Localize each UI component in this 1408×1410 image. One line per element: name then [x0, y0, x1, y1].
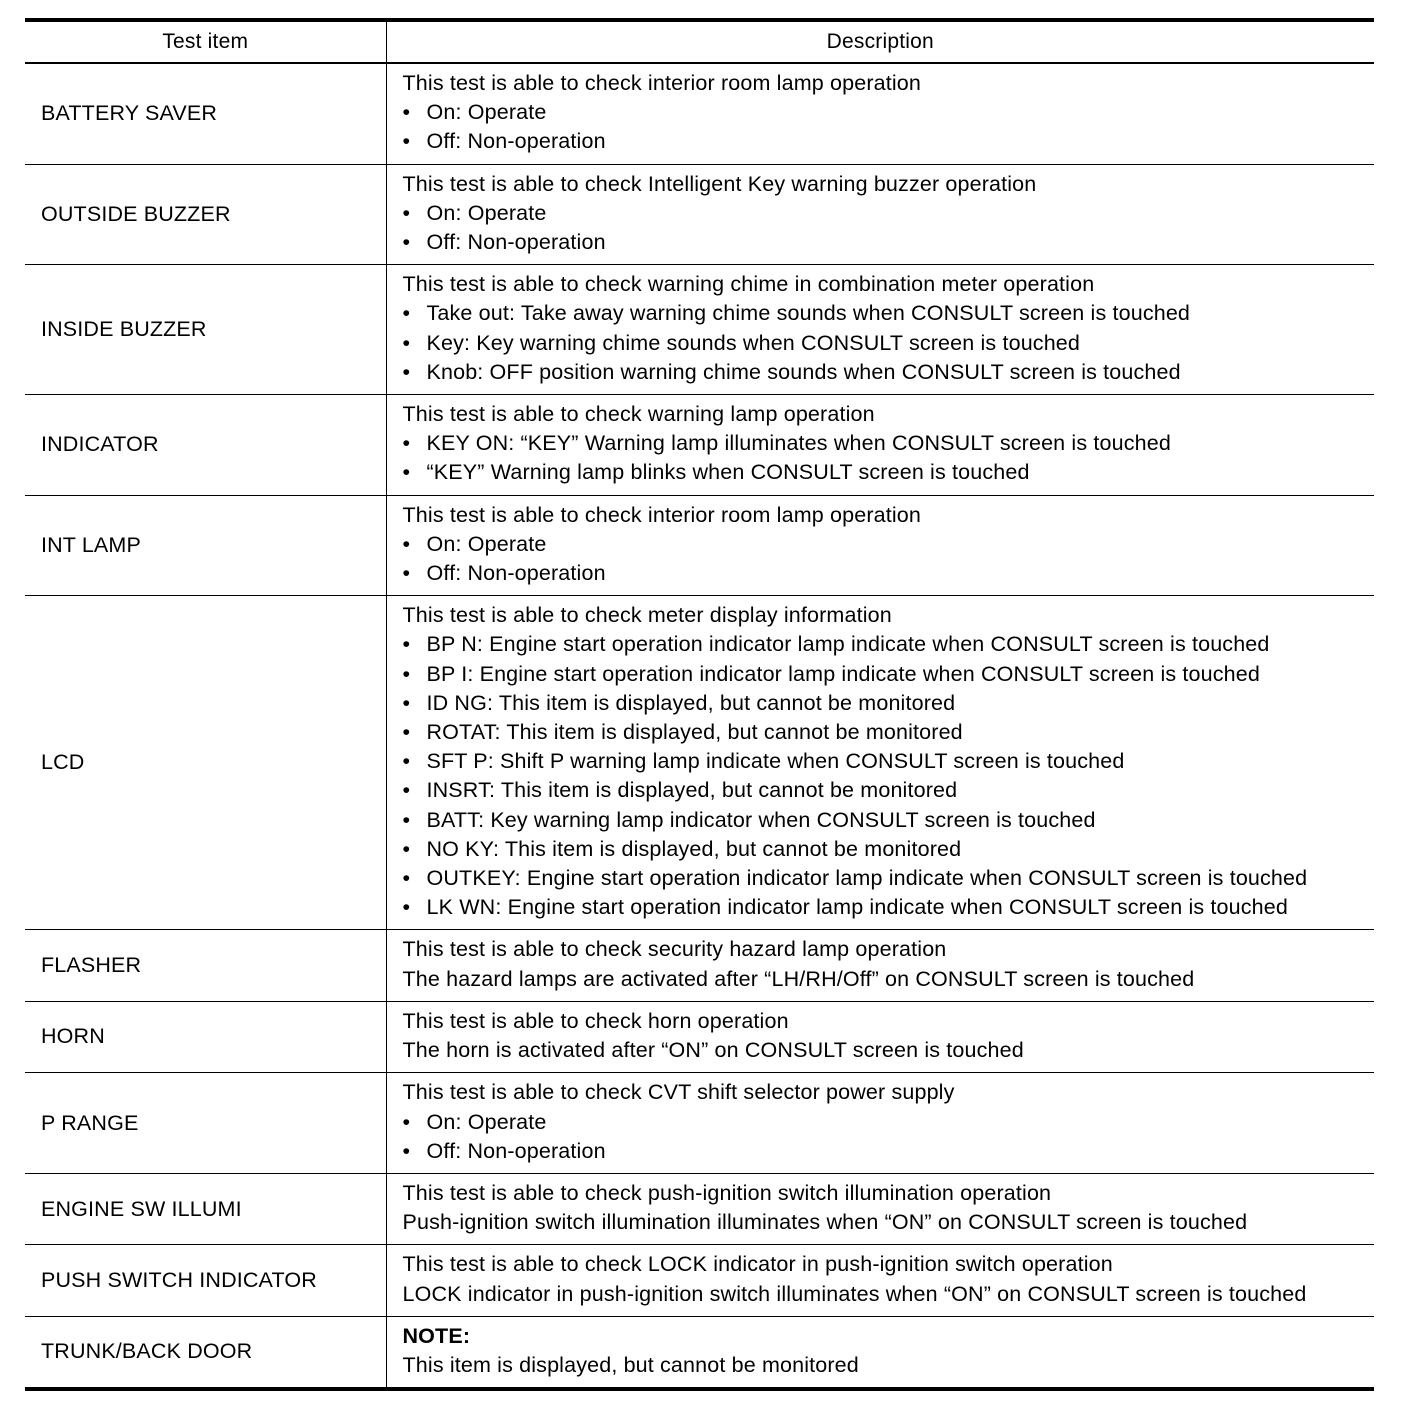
test-item-cell: OUTSIDE BUZZER	[25, 164, 386, 265]
description-bullet-item	[403, 358, 1375, 387]
test-item-cell: ENGINE SW ILLUMI	[25, 1173, 386, 1244]
description-text: SFT P: Shift P warning lamp indicate when CONSULT screen is touched	[426, 749, 1125, 774]
description-text: Off: Non-operation	[426, 129, 606, 154]
table-row	[25, 1316, 1374, 1389]
description-text: On: Operate	[426, 1109, 547, 1134]
bullet-icon: •	[402, 200, 411, 225]
bullet-icon: •	[402, 330, 411, 355]
description-bullet-item	[403, 747, 1375, 776]
description-text: This test is able to check push-ignition switch illumination operation	[402, 1180, 1052, 1205]
table-row	[25, 1073, 1374, 1174]
note-label: NOTE:	[402, 1323, 471, 1348]
table-row	[25, 63, 1374, 164]
description-text: Off: Non-operation	[426, 1138, 606, 1163]
description-bullet-item	[403, 806, 1375, 835]
description-bullet-item	[403, 530, 1375, 559]
description-cell	[386, 930, 1374, 1001]
description-text: ROTAT: This item is displayed, but cannot be monitored	[426, 720, 963, 745]
test-item-cell: LCD	[25, 596, 386, 930]
test-item-cell: TRUNK/BACK DOOR	[25, 1316, 386, 1389]
description-text: On: Operate	[426, 100, 547, 125]
test-item-cell: BATTERY SAVER	[25, 63, 386, 164]
description-bullet-item	[403, 559, 1375, 588]
bullet-icon: •	[402, 531, 411, 556]
description-text: INSRT: This item is displayed, but cannot be monitored	[426, 778, 958, 803]
description-line	[403, 1179, 1375, 1208]
description-bullet-item	[403, 228, 1375, 257]
description-cell	[386, 1073, 1374, 1174]
test-item-cell: INSIDE BUZZER	[25, 265, 386, 395]
bullet-icon: •	[402, 359, 411, 384]
test-item-table	[25, 18, 1374, 1391]
description-cell	[386, 495, 1374, 596]
description-bullet-item	[403, 893, 1375, 922]
description-bullet-item	[403, 718, 1375, 747]
table-row	[25, 1245, 1374, 1316]
bullet-icon: •	[402, 807, 411, 832]
description-cell	[386, 1173, 1374, 1244]
description-text: The horn is activated after “ON” on CONSULT screen is touched	[402, 1038, 1024, 1063]
description-text: The hazard lamps are activated after “LH/RH/Off” on CONSULT screen is touched	[402, 966, 1195, 991]
table-row	[25, 1001, 1374, 1072]
description-cell	[386, 63, 1374, 164]
description-text: On: Operate	[426, 531, 547, 556]
table-row	[25, 265, 1374, 395]
description-line	[403, 501, 1375, 530]
bullet-icon: •	[402, 632, 411, 657]
description-line	[403, 1208, 1375, 1237]
bullet-icon: •	[402, 100, 411, 125]
description-text: BP N: Engine start operation indicator lamp indicate when CONSULT screen is touched	[426, 632, 1270, 657]
table-row	[25, 596, 1374, 930]
description-cell	[386, 1245, 1374, 1316]
description-bullet-item	[403, 199, 1375, 228]
description-text: “KEY” Warning lamp blinks when CONSULT screen is touched	[426, 460, 1030, 485]
bullet-icon: •	[402, 1109, 411, 1134]
description-bullet-item	[403, 1108, 1375, 1137]
description-line	[403, 1280, 1375, 1309]
description-text: LOCK indicator in push-ignition switch illuminates when “ON” on CONSULT screen is touched	[402, 1281, 1307, 1306]
bullet-icon: •	[402, 895, 411, 920]
description-bullet-item	[403, 835, 1375, 864]
description-cell	[386, 164, 1374, 265]
test-item-cell: PUSH SWITCH INDICATOR	[25, 1245, 386, 1316]
description-line	[403, 1007, 1375, 1036]
table-row	[25, 164, 1374, 265]
description-text: BP I: Engine start operation indicator lamp indicate when CONSULT screen is touched	[426, 661, 1260, 686]
bullet-icon: •	[402, 460, 411, 485]
bullet-icon: •	[402, 230, 411, 255]
description-line	[403, 69, 1375, 98]
description-bullet-item	[403, 630, 1375, 659]
column-header-description: Description	[386, 20, 1374, 63]
description-text: This test is able to check warning lamp operation	[402, 402, 875, 427]
column-header-test-item: Test item	[25, 20, 386, 63]
description-line	[403, 935, 1375, 964]
description-text: This test is able to check horn operation	[402, 1008, 789, 1033]
description-cell	[386, 265, 1374, 395]
description-cell	[386, 395, 1374, 496]
description-line	[403, 965, 1375, 994]
description-text: This test is able to check LOCK indicator in push-ignition switch operation	[402, 1252, 1113, 1277]
description-line	[403, 270, 1375, 299]
bullet-icon: •	[402, 301, 411, 326]
description-bullet-item	[403, 864, 1375, 893]
description-line	[403, 1036, 1375, 1065]
bullet-icon: •	[402, 431, 411, 456]
description-line	[403, 1351, 1375, 1380]
description-bullet-item	[403, 329, 1375, 358]
description-line	[403, 1250, 1375, 1279]
bullet-icon: •	[402, 866, 411, 891]
description-text: LK WN: Engine start operation indicator lamp indicate when CONSULT screen is touched	[426, 895, 1288, 920]
description-cell	[386, 1316, 1374, 1389]
description-line	[403, 400, 1375, 429]
test-item-cell: FLASHER	[25, 930, 386, 1001]
description-text: Off: Non-operation	[426, 561, 606, 586]
bullet-icon: •	[402, 749, 411, 774]
table-row	[25, 1173, 1374, 1244]
description-text: BATT: Key warning lamp indicator when CONSULT screen is touched	[426, 807, 1096, 832]
table-row	[25, 930, 1374, 1001]
description-cell	[386, 1001, 1374, 1072]
description-bullet-item	[403, 776, 1375, 805]
description-text: Knob: OFF position warning chime sounds when CONSULT screen is touched	[426, 359, 1181, 384]
description-cell	[386, 596, 1374, 930]
description-text: This test is able to check warning chime in combination meter operation	[402, 272, 1095, 297]
description-bullet-item	[403, 660, 1375, 689]
description-text: This test is able to check meter display information	[402, 603, 892, 628]
description-text: This item is displayed, but cannot be monitored	[402, 1352, 859, 1377]
bullet-icon: •	[402, 661, 411, 686]
table-body	[25, 63, 1374, 1389]
description-bullet-item	[403, 458, 1375, 487]
description-text: Key: Key warning chime sounds when CONSULT screen is touched	[426, 330, 1081, 355]
description-line	[403, 601, 1375, 630]
table-row	[25, 495, 1374, 596]
description-text: ID NG: This item is displayed, but cannot be monitored	[426, 690, 956, 715]
description-text: This test is able to check CVT shift selector power supply	[402, 1080, 955, 1105]
description-text: NO KY: This item is displayed, but cannot be monitored	[426, 836, 962, 861]
bullet-icon: •	[402, 720, 411, 745]
table-header-row	[25, 20, 1374, 63]
bullet-icon: •	[402, 129, 411, 154]
test-item-cell: INT LAMP	[25, 495, 386, 596]
description-bullet-item	[403, 98, 1375, 127]
description-line	[403, 170, 1375, 199]
description-text: On: Operate	[426, 200, 547, 225]
description-bullet-item	[403, 689, 1375, 718]
description-text: KEY ON: “KEY” Warning lamp illuminates when CONSULT screen is touched	[426, 431, 1171, 456]
table-row	[25, 395, 1374, 496]
description-text: Push-ignition switch illumination illuminates when “ON” on CONSULT screen is touched	[402, 1210, 1248, 1235]
bullet-icon: •	[402, 690, 411, 715]
description-bullet-item	[403, 127, 1375, 156]
description-text: Take out: Take away warning chime sounds when CONSULT screen is touched	[426, 301, 1191, 326]
description-bullet-item	[403, 429, 1375, 458]
description-bullet-item	[403, 1137, 1375, 1166]
bullet-icon: •	[402, 1138, 411, 1163]
description-text: This test is able to check security hazard lamp operation	[402, 937, 947, 962]
description-text: OUTKEY: Engine start operation indicator lamp indicate when CONSULT screen is touched	[426, 866, 1308, 891]
description-text: This test is able to check Intelligent Key warning buzzer operation	[402, 171, 1037, 196]
bullet-icon: •	[402, 836, 411, 861]
description-text: This test is able to check interior room lamp operation	[402, 71, 922, 95]
description-bullet-item	[403, 299, 1375, 328]
test-item-cell: P RANGE	[25, 1073, 386, 1174]
bullet-icon: •	[402, 778, 411, 803]
test-item-cell: HORN	[25, 1001, 386, 1072]
bullet-icon: •	[402, 561, 411, 586]
description-text: Off: Non-operation	[426, 230, 606, 255]
description-text: This test is able to check interior room lamp operation	[402, 502, 922, 527]
description-line	[403, 1078, 1375, 1107]
test-item-cell: INDICATOR	[25, 395, 386, 496]
